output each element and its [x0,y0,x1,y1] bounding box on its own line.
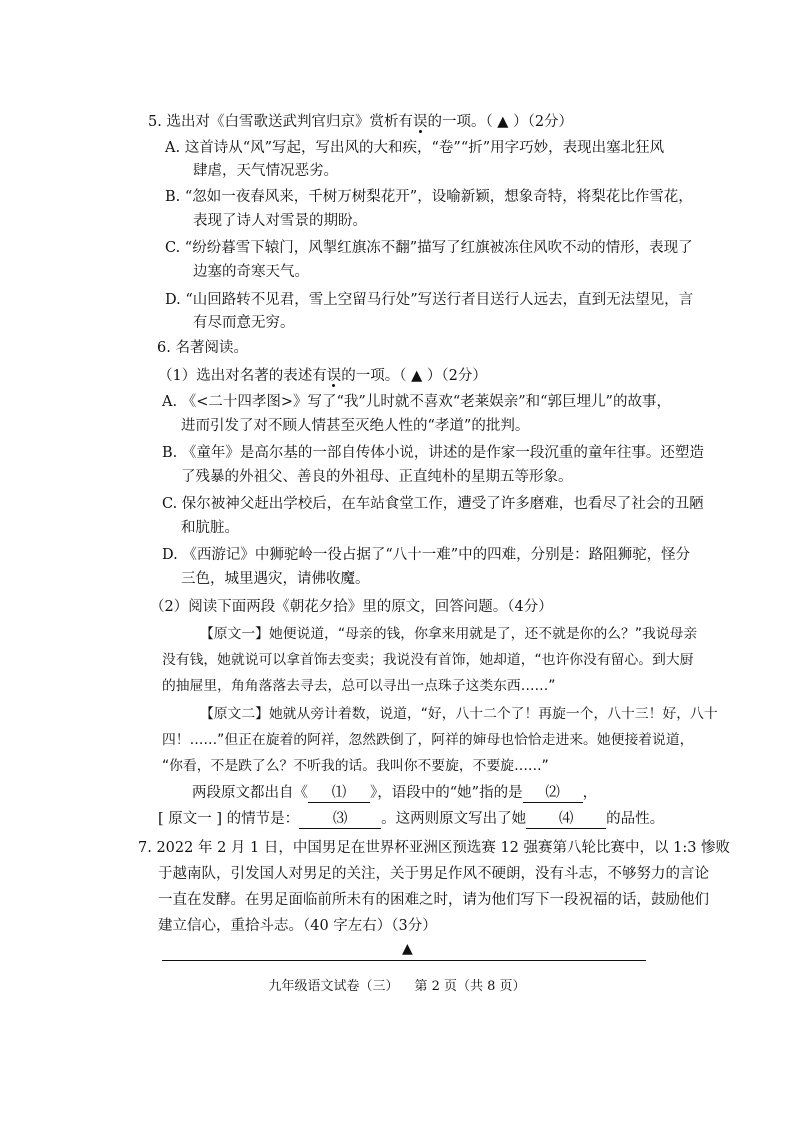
emphasis-mark-text: 误 [412,114,428,130]
q5-stem-part1: 5. 选出对《白雪歌送武判官归京》赏析有 [148,114,413,130]
fill-text: 两段原文都出自《 [192,785,308,801]
answer-area-mark[interactable]: ▲ [402,941,413,957]
q6-sub1-stem [158,366,487,386]
original-text-1-line2: 没有钱，她就说可以拿首饰去变卖；我说没有首饰，她却道，“也许你没有留心。到大厨 [162,652,694,668]
q7-line1: 7. 2022 年 2 月 1 日，中国男足在世界杯亚洲区预选赛 12 强赛第八轮比赛中，以 1:3 惨败 [138,840,731,856]
original-text-2-line3: “你看，不是跌了么？不听我的话。我叫你不要旋，不要旋……” [162,758,549,774]
q5-option-b-line2: 表现了诗人对雪景的期盼。 [193,213,367,229]
q7-line2: 于越南队，引发国人对男足的关注，关于男足作风不硬朗，没有斗志，不够努力的言论 [158,866,709,882]
q6-option-a-line1: A. 《<二十四孝图>》写了“我”儿时就不喜欢“老莱娱亲”和“郭巨埋儿”的故事， [162,394,671,410]
fill-text: [ 原文一 ] 的情节是： [158,811,300,827]
q6-option-d-line2: 三色，城里遇灾，请佛收魔。 [181,571,370,587]
q5-option-a-line2: 肆虐，天气情况恶劣。 [193,163,338,179]
q5-option-d-line1: D. “山回路转不见君，雪上空留马行处”写送行者目送行人远去，直到无法望见，言 [165,292,694,308]
original-text-2-line1: 【原文二】她就从旁计着数，说道，“好，八十二个了！再旋一个，八十三！好，八十 [200,706,718,722]
q6-option-a-line2: 进而引发了对不顾人情甚至灭绝人性的“孝道”的批判。 [181,418,530,434]
fill-text: 。这两则原文写出了她 [381,811,527,827]
q6-sub1-part1: （1）选出对名著的表述有 [158,368,327,384]
answer-blank-4[interactable]: ⑷ [526,811,606,829]
answer-line[interactable] [162,960,646,961]
q6-option-c-line1: C. 保尔被神父赶出学校后，在车站食堂工作，遭受了许多磨难，也看尽了社会的丑陋 [162,496,704,512]
fill-text: 》，语段中的“她”指的是 [370,785,523,801]
q5-option-d-line2: 有尽而意无穷。 [193,315,295,331]
q5-stem [148,112,573,132]
answer-blank-2[interactable]: ⑵ [523,785,583,803]
original-text-1-line1: 【原文一】她便说道，“母亲的钱，你拿来用就是了，还不就是你的么？”我说母亲 [200,626,698,642]
exam-title: 九年级语文试卷（三） [268,979,399,994]
q6-option-b-line2: 了残暴的外祖父、善良的外祖母、正直纯朴的星期五等形象。 [181,469,573,485]
page-number: 第 2 页（共 8 页） [414,979,526,994]
q5-option-a-line1: A. 这首诗从“风”写起，写出风的大和疾，“卷”“折”用字巧妙，表现出塞北狂风 [165,140,665,156]
q5-option-c-line1: C. “纷纷暮雪下辕门，风掣红旗冻不翻”描写了红旗被冻住风吹不动的情形，表现了 [165,240,693,256]
page-footer [0,975,794,994]
q6-option-d-line1: D. 《西游记》中狮驼岭一役占据了“八十一难”中的四难，分别是：路阻狮驼，怪分 [162,547,691,563]
q6-option-c-line2: 和肮脏。 [181,520,239,536]
q6-fill-line2 [158,809,664,829]
q5-option-b-line1: B. “忽如一夜春风来，千树万树梨花开”，设喻新颖，想象奇特，将梨花比作雪花， [165,189,693,205]
q6-title: 6. 名著阅读。 [157,340,248,356]
q6-option-b-line1: B. 《童年》是高尔基的一部自传体小说，讲述的是作家一段沉重的童年往事。还塑造 [162,445,704,461]
original-text-1-line3: 的抽屉里，角角落落去寻去，总可以寻出一点珠子这类东西……” [162,678,556,694]
q5-option-c-line2: 边塞的奇寒天气。 [193,264,309,280]
fill-text: ， [582,785,598,801]
q6-fill-line1 [192,783,597,803]
fill-text: 的品性。 [606,811,665,827]
q6-sub2-stem: （2）阅读下面两段《朝花夕拾》里的原文，回答问题。（4分） [150,599,553,615]
answer-blank-1[interactable]: ⑴ [308,785,370,803]
q6-sub1-part2: 的一项。（ ▲ ）（2分） [341,368,487,384]
original-text-2-line2: 四！……”但正在旋着的阿祥，忽然跌倒了，阿祥的婶母也恰恰走进来。她便接着说道， [162,732,694,748]
answer-blank-3[interactable]: ⑶ [299,811,381,829]
q5-stem-part2: 的一项。（ ▲ ）（2分） [427,114,574,130]
emphasis-mark-text: 误 [326,368,342,384]
q7-line3: 一直在发酵。在男足面临前所未有的困难之时，请为他们写下一段祝福的话，鼓励他们 [158,892,709,908]
q7-line4: 建立信心，重拾斗志。（40 字左右）（3分） [158,918,437,934]
